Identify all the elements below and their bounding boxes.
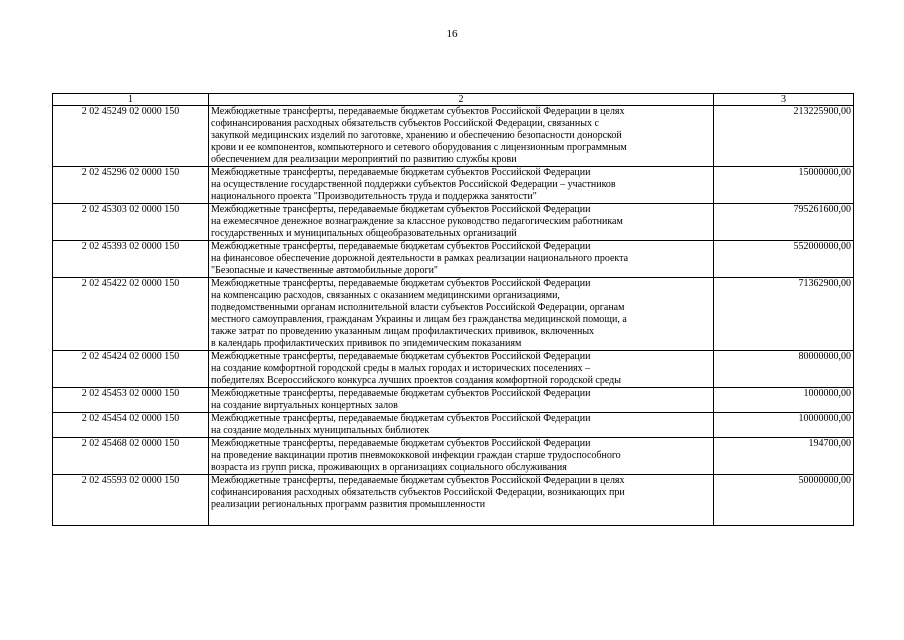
transfer-amount: 50000000,00 xyxy=(714,475,854,526)
budget-classification-code: 2 02 45468 02 0000 150 xyxy=(53,438,209,475)
transfer-amount: 795261600,00 xyxy=(714,204,854,241)
budget-classification-code: 2 02 45296 02 0000 150 xyxy=(53,167,209,204)
transfer-description: Межбюджетные трансферты, передаваемые бюджетам субъектов Российской Федерации на создание виртуальных концертных залов xyxy=(209,388,714,413)
budget-classification-code: 2 02 45424 02 0000 150 xyxy=(53,351,209,388)
transfer-amount: 71362900,00 xyxy=(714,278,854,351)
budget-classification-code: 2 02 45422 02 0000 150 xyxy=(53,278,209,351)
budget-classification-code: 2 02 45393 02 0000 150 xyxy=(53,241,209,278)
column-header-2: 2 xyxy=(209,94,714,106)
table-row xyxy=(53,167,854,204)
page-number: 16 xyxy=(446,28,458,40)
table-row xyxy=(53,351,854,388)
transfer-amount: 15000000,00 xyxy=(714,167,854,204)
table-row xyxy=(53,388,854,413)
transfer-amount: 552000000,00 xyxy=(714,241,854,278)
table-row xyxy=(53,204,854,241)
transfer-description: Межбюджетные трансферты, передаваемые бюджетам субъектов Российской Федерации на осуществление государственной поддержки субъектов Российской Федерации – участников национального проекта "Производительность труда и поддержка занятости" xyxy=(209,167,714,204)
budget-classification-code: 2 02 45249 02 0000 150 xyxy=(53,106,209,167)
transfer-amount: 80000000,00 xyxy=(714,351,854,388)
transfer-amount: 194700,00 xyxy=(714,438,854,475)
transfer-description: Межбюджетные трансферты, передаваемые бюджетам субъектов Российской Федерации на ежемесячное денежное вознаграждение за классное руководство педагогическим работникам государственных и муниципальных общеобразовательных организаций xyxy=(209,204,714,241)
transfer-description: Межбюджетные трансферты, передаваемые бюджетам субъектов Российской Федерации на проведение вакцинации против пневмококковой инфекции граждан старше трудоспособного возраста из групп риска, проживающих в организациях социального обслуживания xyxy=(209,438,714,475)
table-row xyxy=(53,413,854,438)
transfer-amount: 10000000,00 xyxy=(714,413,854,438)
budget-classification-code: 2 02 45593 02 0000 150 xyxy=(53,475,209,526)
table-row xyxy=(53,106,854,167)
budget-classification-code: 2 02 45454 02 0000 150 xyxy=(53,413,209,438)
transfer-description: Межбюджетные трансферты, передаваемые бюджетам субъектов Российской Федерации на компенсацию расходов, связанных с оказанием медицинскими организациями, подведомственными органам исполнительной власти субъектов Российской Федерации, органам местного самоуправления, гражданам Украины и лицам без гражданства медицинской помощи, а также затрат по проведению указанным лицам профилактических прививок, включенных в календарь профилактических прививок по эпидемическим показаниям xyxy=(209,278,714,351)
transfer-amount: 1000000,00 xyxy=(714,388,854,413)
budget-classification-code: 2 02 45303 02 0000 150 xyxy=(53,204,209,241)
table-row xyxy=(53,438,854,475)
table-header-row xyxy=(53,94,854,106)
transfer-description: Межбюджетные трансферты, передаваемые бюджетам субъектов Российской Федерации на финансовое обеспечение дорожной деятельности в рамках реализации национального проекта "Безопасные и качественные автомобильные дороги" xyxy=(209,241,714,278)
column-header-1: 1 xyxy=(53,94,209,106)
table-row xyxy=(53,475,854,526)
transfer-description: Межбюджетные трансферты, передаваемые бюджетам субъектов Российской Федерации в целях софинансирования расходных обязательств субъектов Российской Федерации, возникающих при реализации региональных программ развития промышленности xyxy=(209,475,714,526)
table-row xyxy=(53,241,854,278)
budget-classification-code: 2 02 45453 02 0000 150 xyxy=(53,388,209,413)
transfer-description: Межбюджетные трансферты, передаваемые бюджетам субъектов Российской Федерации на создание комфортной городской среды в малых городах и исторических поселениях – победителях Всероссийского конкурса лучших проектов создания комфортной городской среды xyxy=(209,351,714,388)
column-header-3: 3 xyxy=(714,94,854,106)
transfer-description: Межбюджетные трансферты, передаваемые бюджетам субъектов Российской Федерации на создание модельных муниципальных библиотек xyxy=(209,413,714,438)
table-row xyxy=(53,278,854,351)
transfer-amount: 213225900,00 xyxy=(714,106,854,167)
transfer-description: Межбюджетные трансферты, передаваемые бюджетам субъектов Российской Федерации в целях софинансирования расходных обязательств субъектов Российской Федерации, связанных с закупкой медицинских изделий по заготовке, хранению и обеспечению безопасности донорской крови и ее компонентов, компьютерного и сетевого оборудования с лицензионным программным обеспечением для реализации мероприятий по развитию службы крови xyxy=(209,106,714,167)
transfers-table xyxy=(52,93,854,526)
